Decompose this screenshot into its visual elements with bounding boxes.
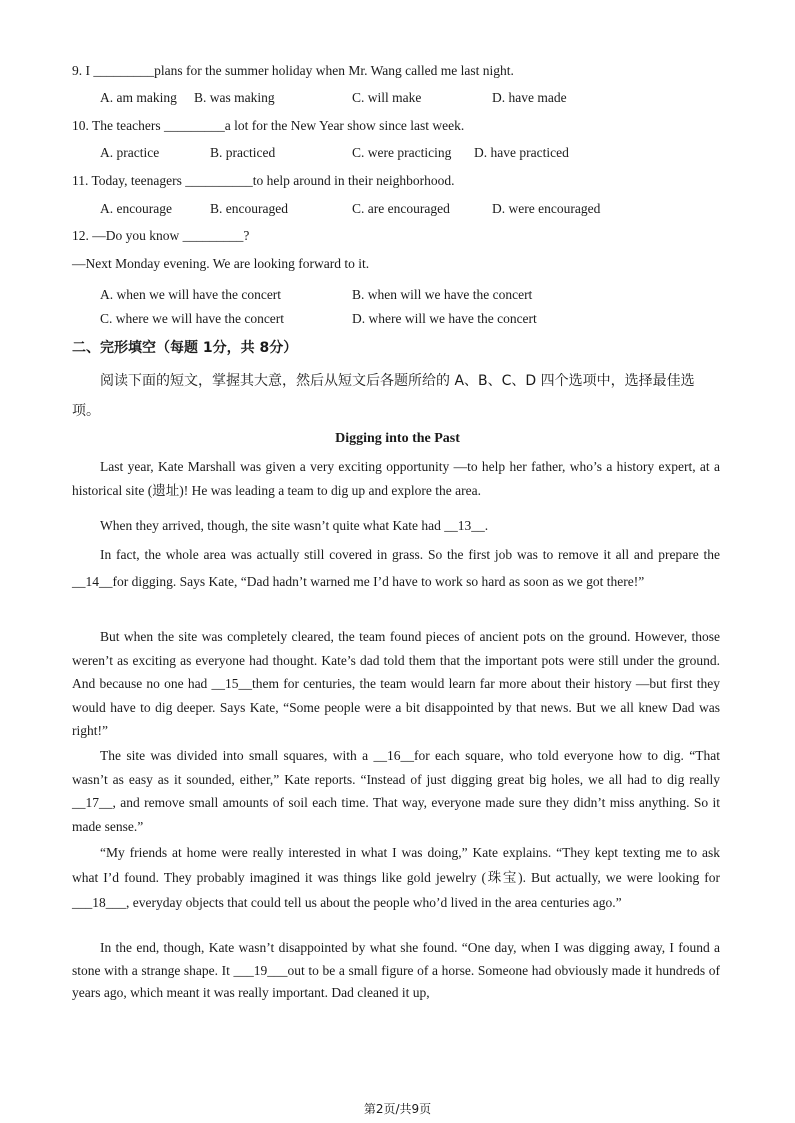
question-12-reply: —Next Monday evening. We are looking forward to it. [72, 256, 370, 271]
question-12-option-b: B. when will we have the concert [352, 287, 533, 302]
section-heading: 二、完形填空（每题 1分，共 8分） [72, 340, 298, 356]
question-9-option-d: D. have made [492, 90, 567, 105]
question-10-option-d: D. have practiced [474, 145, 569, 160]
passage-paragraph-2: When they arrived, though, the site wasn’t quite what Kate had __13__. [100, 518, 489, 533]
question-12-option-c: C. where we will have the concert [100, 311, 285, 326]
passage-paragraph-3: In fact, the whole area was actually still covered in grass. So the first job was to remove it all and prepare the __14__for digging. Says Kate, “Dad hadn’t warned me I’d have to work so hard as soon as we got there!” [72, 547, 720, 589]
page-number: 第2页/共9页 [363, 1102, 432, 1116]
question-11-option-b: B. encouraged [210, 201, 288, 216]
passage-paragraph-6: “My friends at home were really interested in what I was doing,” Kate explains. “They kept texting me to ask what I’d found. They probably imagined it was things like gold jewelry (珠宝). But actually, we were looking for ___18___, everyday objects that could tell us about the people who’d lived in the area centuries ago.” [72, 845, 720, 910]
question-11-option-d: D. were encouraged [492, 201, 601, 216]
question-12-option-d: D. where will we have the concert [352, 311, 537, 326]
question-12-stem: 12. —Do you know _________? [72, 228, 250, 243]
question-10-option-c: C. were practicing [352, 145, 452, 160]
question-11-stem: 11. Today, teenagers __________to help around in their neighborhood. [72, 173, 455, 188]
question-12-option-a: A. when we will have the concert [100, 287, 282, 302]
section-instruction: 阅读下面的短文，掌握其大意，然后从短文后各题所给的 A、B、C、D 四个选项中，选择最佳选项。 [72, 373, 695, 419]
question-9-option-a: A. am making [100, 90, 177, 105]
passage-title: Digging into the Past [335, 431, 460, 446]
passage-paragraph-4: But when the site was completely cleared, the team found pieces of ancient pots on the ground. However, those weren’t as exciting as everyone had thought. Kate’s dad told them that the important pots were still under the ground. And because no one had __15__them for centuries, the team would learn far more about their history —but first they would have to dig deeper. Says Kate, “Some people were a bit disappointed by that news. But we all knew Dad was right!” [72, 629, 720, 738]
question-11-option-c: C. are encouraged [352, 201, 450, 216]
question-9-option-c: C. will make [352, 90, 422, 105]
question-11-option-a: A. encourage [100, 201, 172, 216]
question-9-option-b: B. was making [194, 90, 275, 105]
question-9-stem: 9. I _________plans for the summer holiday when Mr. Wang called me last night. [72, 63, 514, 78]
passage-paragraph-1: Last year, Kate Marshall was given a very exciting opportunity —to help her father, who’s a history expert, at a historical site (遗址)! He was leading a team to dig up and explore the area. [72, 459, 720, 498]
question-10-stem: 10. The teachers _________a lot for the New Year show since last week. [72, 118, 465, 133]
question-10-option-b: B. practiced [210, 145, 276, 160]
passage-paragraph-5: The site was divided into small squares, with a __16__for each square, who told everyone how to dig. “That wasn’t as easy as it sounded, either,” Kate reports. “Instead of just digging great big holes, we all had to dig really __17__, and remove small amounts of soil each time. That way, everyone made sure they didn’t miss anything. So it made sense.” [72, 748, 720, 834]
passage-paragraph-7: In the end, though, Kate wasn’t disappointed by what she found. “One day, when I was digging away, I found a stone with a strange shape. It ___19___out to be a small figure of a horse. Someone had obviously made it hundreds of years ago, which meant it was really important. Dad cleaned it up, [72, 940, 720, 1000]
question-10-option-a: A. practice [100, 145, 160, 160]
